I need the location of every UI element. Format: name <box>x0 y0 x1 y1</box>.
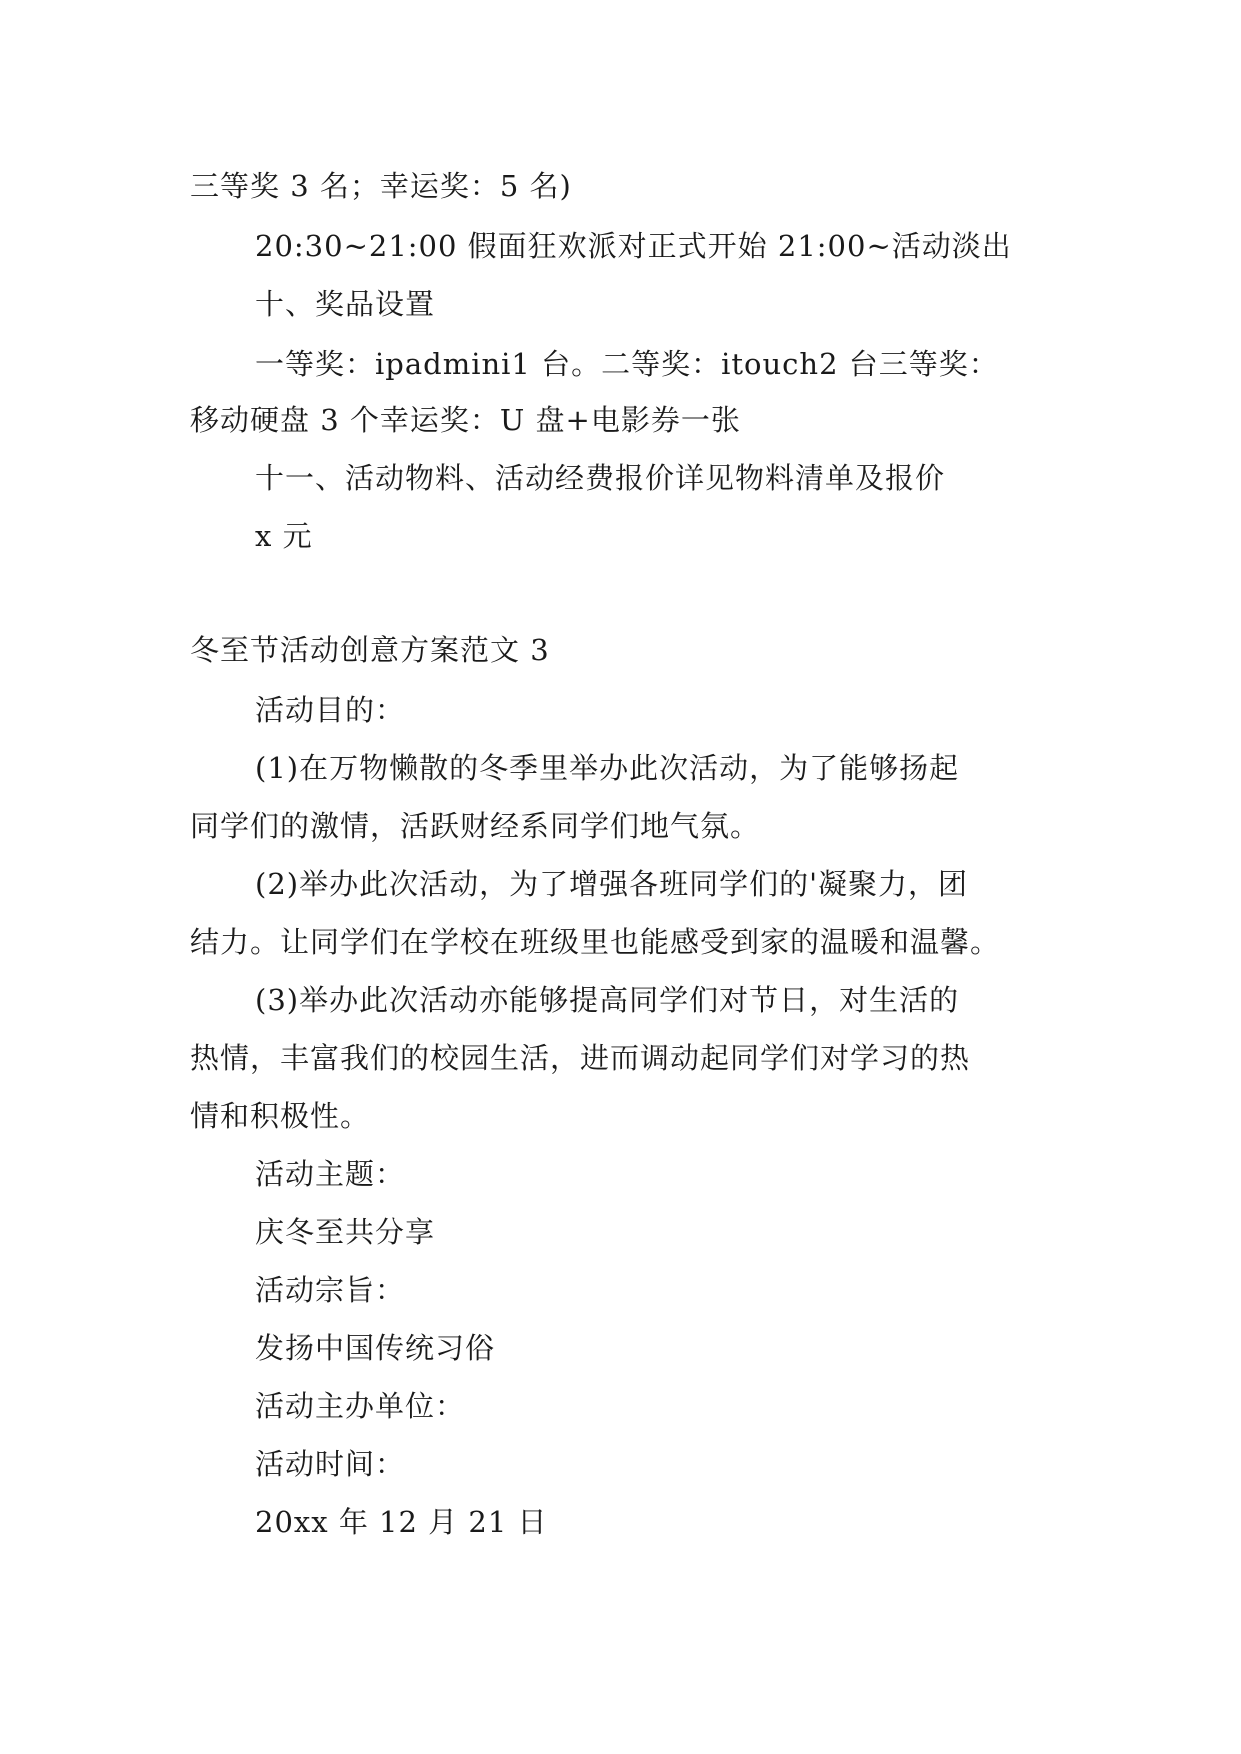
budget-amount: x 元 <box>255 519 313 553</box>
section-heading-materials: 十一、活动物料、活动经费报价详见物料清单及报价 <box>255 461 946 495</box>
purpose-item-2-cont: 结力。让同学们在学校在班级里也能感受到家的温暖和温馨。 <box>190 925 1001 959</box>
organizer-heading: 活动主办单位： <box>255 1389 466 1423</box>
section-heading-prizes: 十、奖品设置 <box>255 287 436 321</box>
theme-heading: 活动主题： <box>255 1157 406 1191</box>
schedule-line: 20:30~21:00 假面狂欢派对正式开始 21:00~活动淡出 <box>255 229 1012 263</box>
tenet-value: 发扬中国传统习俗 <box>255 1331 496 1365</box>
purpose-item-1: (1)在万物懒散的冬季里举办此次活动，为了能够扬起 <box>255 751 960 785</box>
time-heading: 活动时间： <box>255 1447 406 1481</box>
prize-detail-line: 一等奖：ipadmini1 台。二等奖：itouch2 台三等奖： <box>255 347 999 381</box>
tenet-heading: 活动宗旨： <box>255 1273 406 1307</box>
theme-value: 庆冬至共分享 <box>255 1215 436 1249</box>
prize-count-line: 三等奖 3 名；幸运奖：5 名) <box>190 169 572 203</box>
document-title: 冬至节活动创意方案范文 3 <box>190 633 550 667</box>
purpose-item-1-cont: 同学们的激情，活跃财经系同学们地气氛。 <box>190 809 761 843</box>
purpose-heading: 活动目的： <box>255 693 406 727</box>
time-value: 20xx 年 12 月 21 日 <box>255 1505 548 1539</box>
purpose-item-3-end: 情和积极性。 <box>190 1099 371 1133</box>
purpose-item-3: (3)举办此次活动亦能够提高同学们对节日，对生活的 <box>255 983 960 1017</box>
purpose-item-2: (2)举办此次活动，为了增强各班同学们的'凝聚力，团 <box>255 867 969 901</box>
prize-detail-line-cont: 移动硬盘 3 个幸运奖：U 盘+电影券一张 <box>190 403 741 437</box>
purpose-item-3-cont: 热情，丰富我们的校园生活，进而调动起同学们对学习的热 <box>190 1041 971 1075</box>
